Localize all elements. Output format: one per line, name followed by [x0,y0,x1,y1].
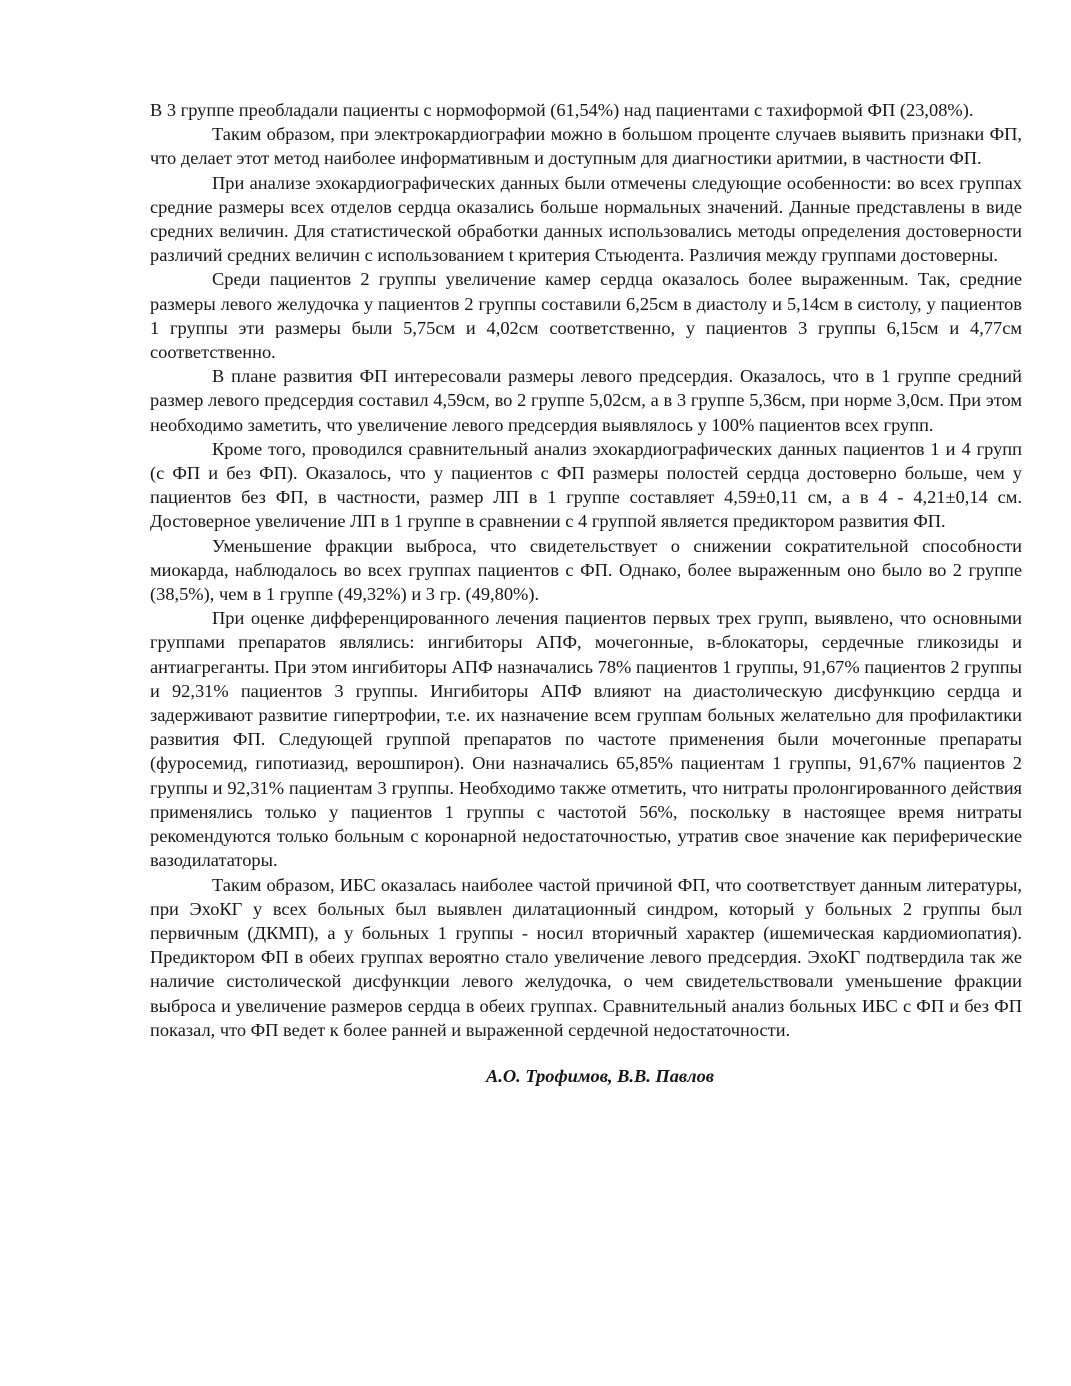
authors-signature: А.О. Трофимов, В.В. Павлов [486,1065,714,1086]
paragraph-7: Уменьшение фракции выброса, что свидетельствует о снижении сократительной способности миокарда, наблюдалось во всех группах пациентов с ФП. Однако, более выраженным оно было во 2 группе (38,5%), чем в 1 группе (49,32%) и 3 гр. (49,80%). [150,535,1022,605]
paragraph-1: В 3 группе преобладали пациенты с нормоформой (61,54%) над пациентами с тахиформой ФП (23,08%). [150,100,974,120]
paragraph-4: Среди пациентов 2 группы увеличение камер сердца оказалось более выраженным. Так, средние размеры левого желудочка у пациентов 2 группы составили 6,25см в диастолу и 5,14см в систолу, у пациентов 1 группы эти размеры были 5,75см и 4,02см соответственно, у пациентов 3 группы 6,15см и 4,77см соответственно. [150,269,1022,363]
paragraph-3: При анализе эхокардиографических данных были отмечены следующие особенности: во всех группах средние размеры всех отделов сердца оказались больше нормальных значений. Данные представлены в виде средних величин. Для статистической обработки данных использовались методы определения достоверности различий средних величин с использованием t критерия Стьюдента. Различия между группами достоверны. [150,172,1022,266]
paragraph-9: Таким образом, ИБС оказалась наиболее частой причиной ФП, что соответствует данным литературы, при ЭхоКГ у всех больных был выявлен дилатационный синдром, который у больных 2 группы был первичным (ДКМП), а у больных 1 группы - носил вторичный характер (ишемическая кардиомиопатия). Предиктором ФП в обеих группах вероятно стало увеличение левого предсердия. ЭхоКГ подтвердила так же наличие систолической дисфункции левого желудочка, о чем свидетельствовали уменьшение фракции выброса и увеличение размеров сердца в обеих группах. Сравнительный анализ больных ИБС с ФП и без ФП показал, что ФП ведет к более ранней и выраженной сердечной недостаточности. [150,874,1022,1040]
paragraph-6: Кроме того, проводился сравнительный анализ эхокардиографических данных пациентов 1 и 4 групп (с ФП и без ФП). Оказалось, что у пациентов с ФП размеры полостей сердца достоверно больше, чем у пациентов без ФП, в частности, размер ЛП в 1 группе составляет 4,59±0,11 см, а в 4 - 4,21±0,14 см. Достоверное увеличение ЛП в 1 группе в сравнении с 4 группой является предиктором развития ФП. [150,438,1022,532]
paragraph-2: Таким образом, при электрокардиографии можно в большом проценте случаев выявить признаки ФП, что делает этот метод наиболее информативным и доступным для диагностики аритмии, в частности ФП. [150,124,1022,169]
paragraph-5: В плане развития ФП интересовали размеры левого предсердия. Оказалось, что в 1 группе средний размер левого предсердия составил 4,59см, во 2 группе 5,02см, а в 3 группе 5,36см, при норме 3,0см. При этом необходимо заметить, что увеличение левого предсердия выявлялось у 100% пациентов всех групп. [150,366,1022,435]
paragraph-8: При оценке дифференцированного лечения пациентов первых трех групп, выявлено, что основными группами препаратов являлись: ингибиторы АПФ, мочегонные, в-блокаторы, сердечные гликозиды и антиагреганты. При этом ингибиторы АПФ назначались 78% пациентов 1 группы, 91,67% пациентов 2 группы и 92,31% пациентов 3 группы. Ингибиторы АПФ влияют на диастолическую дисфункцию сердца и задерживают развитие гипертрофии, т.е. их назначение всем группам больных желательно для профилактики развития ФП. Следующей группой препаратов по частоте применения были мочегонные препараты (фуросемид, гипотиазид, верошпирон). Они назначались 65,85% пациентам 1 группы, 91,67% пациентов 2 группы и 92,31% пациентам 3 группы. Необходимо также отметить, что нитраты пролонгированного действия применялись только у пациентов 1 группы с частотой 56%, поскольку в настоящее время нитраты рекомендуются только больным с коронарной недостаточностью, утратив свое значение как периферические вазодилататоры. [150,608,1022,871]
document-page [150,98,1022,1088]
